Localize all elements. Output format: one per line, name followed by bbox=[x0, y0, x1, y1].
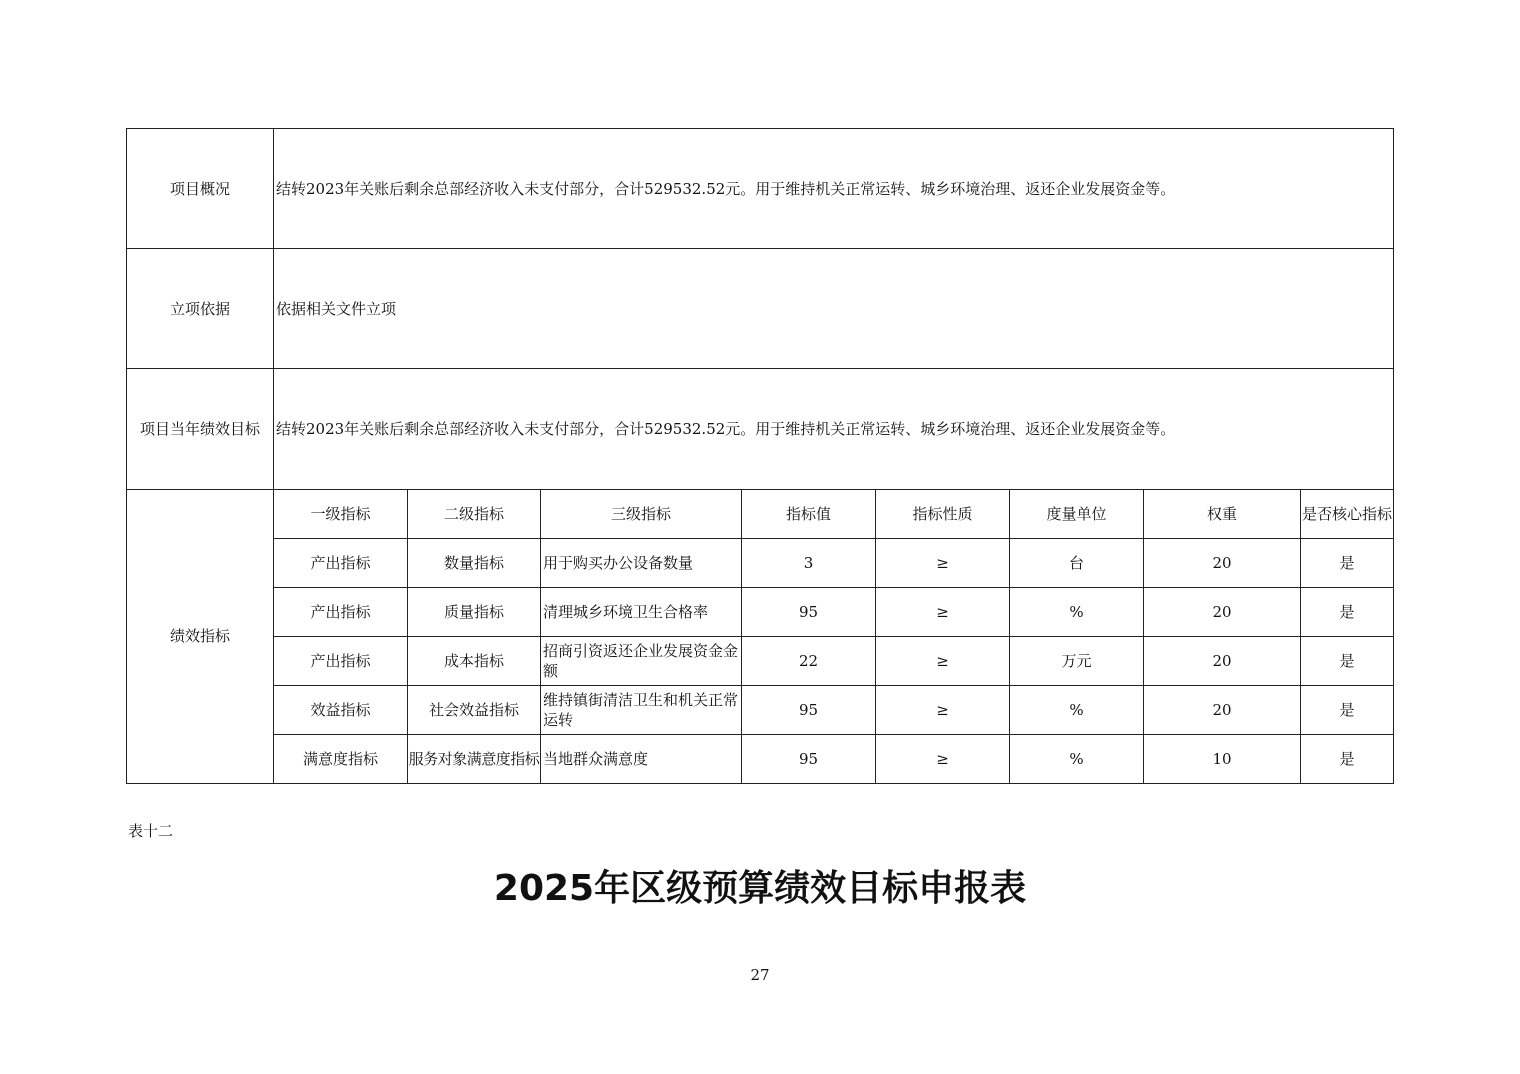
unit-cell: % bbox=[1010, 685, 1144, 734]
level2-cell: 社会效益指标 bbox=[408, 685, 541, 734]
table-row bbox=[127, 587, 1394, 636]
level3-cell: 当地群众满意度 bbox=[541, 734, 742, 783]
nature-cell: ≥ bbox=[876, 636, 1010, 685]
goal-text: 结转2023年关账后剩余总部经济收入未支付部分，合计529532.52元。用于维持机关正常运转、城乡环境治理、返还企业发展资金等。 bbox=[274, 369, 1394, 489]
level1-cell: 产出指标 bbox=[274, 587, 408, 636]
level2-cell: 服务对象满意度指标 bbox=[408, 734, 541, 783]
core-cell: 是 bbox=[1301, 685, 1394, 734]
value-cell: 3 bbox=[742, 538, 876, 587]
core-cell: 是 bbox=[1301, 636, 1394, 685]
nature-cell: ≥ bbox=[876, 685, 1010, 734]
weight-cell: 20 bbox=[1144, 538, 1301, 587]
level2-cell: 质量指标 bbox=[408, 587, 541, 636]
basis-text: 依据相关文件立项 bbox=[274, 249, 1394, 369]
weight-cell: 20 bbox=[1144, 587, 1301, 636]
level3-cell: 用于购买办公设备数量 bbox=[541, 538, 742, 587]
performance-table bbox=[126, 128, 1394, 784]
table-number: 表十二 bbox=[128, 822, 174, 840]
value-cell: 95 bbox=[742, 734, 876, 783]
weight-cell: 20 bbox=[1144, 685, 1301, 734]
unit-cell: 万元 bbox=[1010, 636, 1144, 685]
unit-cell: % bbox=[1010, 734, 1144, 783]
unit-cell: 台 bbox=[1010, 538, 1144, 587]
basis-label: 立项依据 bbox=[127, 249, 274, 369]
level1-cell: 产出指标 bbox=[274, 538, 408, 587]
header-core: 是否核心指标 bbox=[1301, 489, 1394, 538]
header-nature: 指标性质 bbox=[876, 489, 1010, 538]
core-cell: 是 bbox=[1301, 587, 1394, 636]
table-row bbox=[127, 538, 1394, 587]
level1-cell: 满意度指标 bbox=[274, 734, 408, 783]
header-unit: 度量单位 bbox=[1010, 489, 1144, 538]
level2-cell: 数量指标 bbox=[408, 538, 541, 587]
value-cell: 95 bbox=[742, 587, 876, 636]
header-value: 指标值 bbox=[742, 489, 876, 538]
level2-cell: 成本指标 bbox=[408, 636, 541, 685]
page-number: 27 bbox=[750, 966, 770, 984]
weight-cell: 10 bbox=[1144, 734, 1301, 783]
level1-cell: 效益指标 bbox=[274, 685, 408, 734]
value-cell: 95 bbox=[742, 685, 876, 734]
unit-cell: % bbox=[1010, 587, 1144, 636]
core-cell: 是 bbox=[1301, 734, 1394, 783]
nature-cell: ≥ bbox=[876, 587, 1010, 636]
header-level1: 一级指标 bbox=[274, 489, 408, 538]
core-cell: 是 bbox=[1301, 538, 1394, 587]
goal-label: 项目当年绩效目标 bbox=[127, 369, 274, 489]
indicators-label: 绩效指标 bbox=[127, 489, 274, 783]
nature-cell: ≥ bbox=[876, 538, 1010, 587]
nature-cell: ≥ bbox=[876, 734, 1010, 783]
level3-cell: 清理城乡环境卫生合格率 bbox=[541, 587, 742, 636]
level3-cell: 招商引资返还企业发展资金金额 bbox=[541, 636, 742, 685]
overview-row bbox=[127, 129, 1394, 249]
level3-cell: 维持镇街清洁卫生和机关正常运转 bbox=[541, 685, 742, 734]
header-weight: 权重 bbox=[1144, 489, 1301, 538]
overview-text: 结转2023年关账后剩余总部经济收入未支付部分，合计529532.52元。用于维持机关正常运转、城乡环境治理、返还企业发展资金等。 bbox=[274, 129, 1394, 249]
next-table-title: 2025年区级预算绩效目标申报表 bbox=[493, 868, 1027, 909]
goal-row bbox=[127, 369, 1394, 489]
basis-row bbox=[127, 249, 1394, 369]
weight-cell: 20 bbox=[1144, 636, 1301, 685]
overview-label: 项目概况 bbox=[127, 129, 274, 249]
indicator-header-row bbox=[127, 489, 1394, 538]
table-row bbox=[127, 734, 1394, 783]
value-cell: 22 bbox=[742, 636, 876, 685]
table-row bbox=[127, 685, 1394, 734]
table-row bbox=[127, 636, 1394, 685]
level1-cell: 产出指标 bbox=[274, 636, 408, 685]
header-level2: 二级指标 bbox=[408, 489, 541, 538]
header-level3: 三级指标 bbox=[541, 489, 742, 538]
